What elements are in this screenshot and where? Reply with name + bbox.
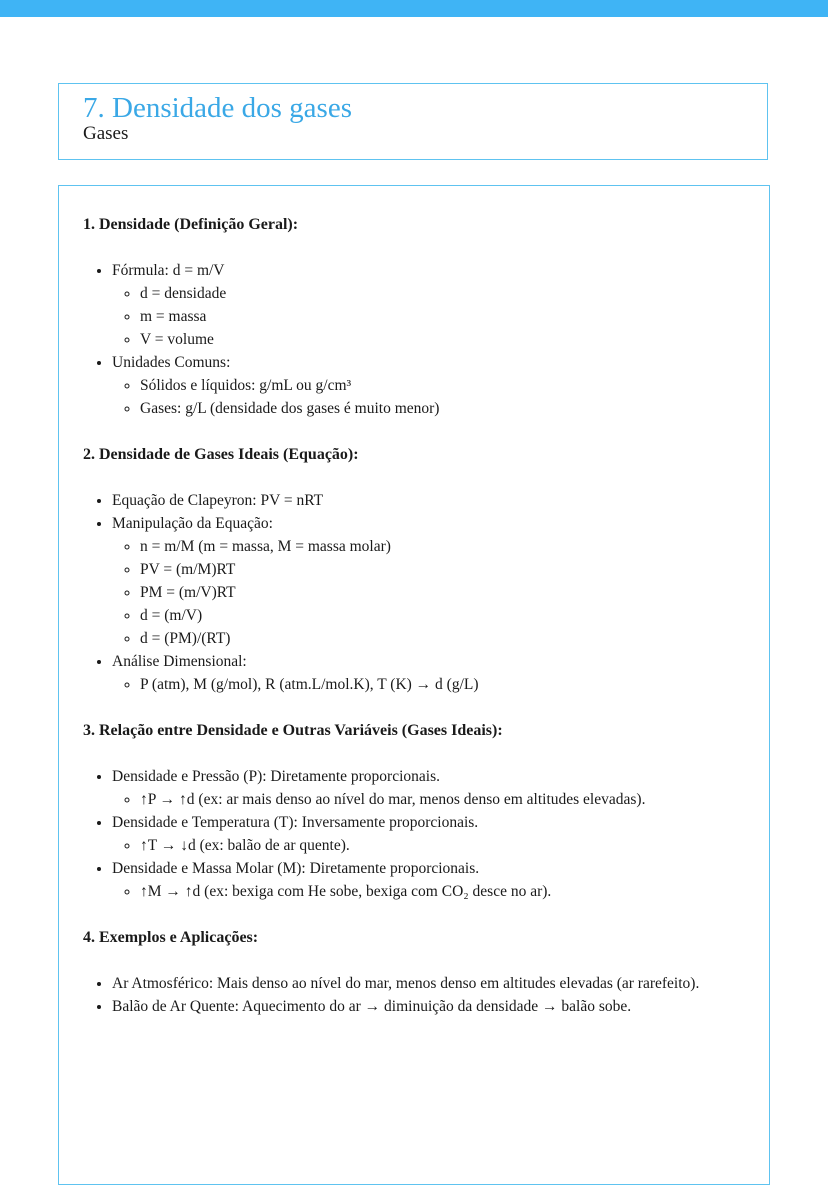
bullet-list [83,972,713,1018]
notes-content [83,213,713,1041]
sub-list-item: ◦ PM = (m/V)RT [140,581,713,604]
list-item [112,765,713,811]
sub-list-item: ◦ ↑P → ↑d (ex: ar mais denso ao nível do mar, menos denso em altitudes elevadas). [140,788,713,811]
sub-list [112,673,713,696]
sub-list-item: ◦ ↑M → ↑d (ex: bexiga com He sobe, bexiga com CO₂ desce no ar). [140,880,713,903]
section-heading: 4. Exemplos e Aplicações: [83,929,259,946]
sub-list-item: ◦ PV = (m/M)RT [140,558,713,581]
top-accent-bar [0,0,828,17]
list-item-text: Manipulação da Equação: [112,515,273,532]
bullet-list [83,259,713,420]
list-item [112,489,713,512]
list-item [112,972,713,995]
bullet-list [83,489,713,696]
sub-list-item: ◦ Gases: g/L (densidade dos gases é muito menor) [140,397,713,420]
list-item [112,650,713,696]
list-item-text: Ar Atmosférico: Mais denso ao nível do mar, menos denso em altitudes elevadas (ar rarefeito). [112,975,700,992]
list-item-text: Análise Dimensional: [112,653,247,670]
list-item-text: Densidade e Temperatura (T): Inversamente proporcionais. [112,814,479,831]
sub-list [112,834,713,857]
list-item-text: Densidade e Pressão (P): Diretamente proporcionais. [112,768,440,785]
sub-list-item: ◦ ↑T → ↓d (ex: balão de ar quente). [140,834,713,857]
section-heading: 1. Densidade (Definição Geral): [83,216,299,233]
page-subtitle: Gases [83,123,129,144]
list-item-text: Fórmula: d = m/V [112,262,225,279]
page-header [58,83,768,160]
list-item-text: Balão de Ar Quente: Aquecimento do ar → diminuição da densidade → balão sobe. [112,998,632,1015]
list-item [112,351,713,420]
list-item [112,995,713,1018]
sub-list [112,535,713,650]
list-item [112,512,713,650]
list-item-text: Equação de Clapeyron: PV = nRT [112,492,324,509]
content-panel [58,185,770,1185]
sub-list-item: ◦ Sólidos e líquidos: g/mL ou g/cm³ [140,374,713,397]
sub-list [112,374,713,420]
sub-list-item: ◦ d = densidade [140,282,713,305]
list-item [112,811,713,857]
section-heading: 2. Densidade de Gases Ideais (Equação): [83,446,359,463]
sub-list-item: ◦ m = massa [140,305,713,328]
sub-list-item: ◦ V = volume [140,328,713,351]
section-heading: 3. Relação entre Densidade e Outras Variáveis (Gases Ideais): [83,722,503,739]
sub-list-item: ◦ n = m/M (m = massa, M = massa molar) [140,535,713,558]
sub-list-item: ◦ P (atm), M (g/mol), R (atm.L/mol.K), T (K) → d (g/L) [140,673,713,696]
list-item [112,857,713,903]
sub-list [112,880,713,903]
sub-list-item: ◦ d = (PM)/(RT) [140,627,713,650]
sub-list [112,788,713,811]
sub-list-item: ◦ d = (m/V) [140,604,713,627]
list-item [112,259,713,351]
list-item-text: Densidade e Massa Molar (M): Diretamente proporcionais. [112,860,480,877]
bullet-list [83,765,713,903]
sub-list [112,282,713,351]
page-title: 7. Densidade dos gases [83,92,353,124]
list-item-text: Unidades Comuns: [112,354,231,371]
